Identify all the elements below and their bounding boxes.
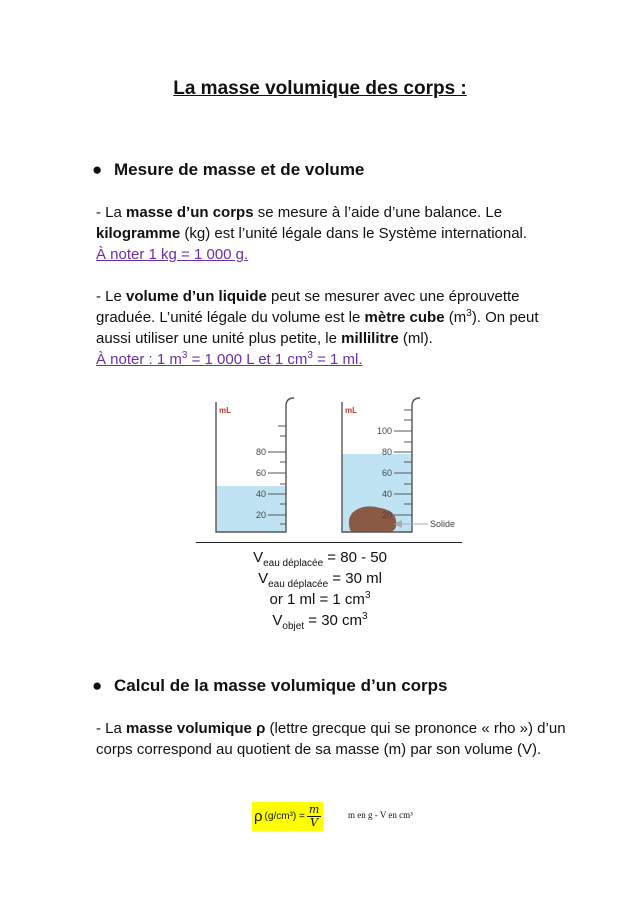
text: = 30 ml bbox=[328, 570, 382, 587]
formula-unit: (g/cm³) = bbox=[264, 810, 305, 822]
subscript: eau déplacée bbox=[268, 579, 329, 590]
bold-term: mètre cube bbox=[364, 309, 445, 326]
tick-label: 60 bbox=[381, 468, 392, 478]
formula-units-note: m en g - V en cm³ bbox=[348, 810, 413, 820]
bold-term: masse volumique ρ bbox=[126, 720, 266, 737]
text: - La bbox=[96, 204, 127, 221]
section1-heading-text: Mesure de masse et de volume bbox=[114, 160, 365, 179]
text: ). On peut aussi utiliser une unité plus petite, le bbox=[96, 309, 539, 347]
note-volume bbox=[96, 351, 363, 368]
superscript: 3 bbox=[364, 590, 371, 601]
bold-term: millilitre bbox=[341, 330, 399, 347]
cylinder-unit-label: mL bbox=[219, 406, 231, 415]
fraction-denominator: V bbox=[310, 815, 319, 829]
superscript: 3 bbox=[362, 611, 368, 622]
formula-highlight bbox=[252, 802, 323, 831]
text: or 1 ml = 1 cm bbox=[269, 591, 365, 608]
note-mass: À noter 1 kg = 1 000 g. bbox=[96, 246, 249, 263]
text: = 1 ml. bbox=[312, 351, 363, 368]
tick-label: 100 bbox=[376, 426, 392, 436]
text: V bbox=[272, 612, 283, 629]
section2-heading bbox=[92, 676, 447, 696]
text: peut se mesurer avec une éprouvette graduée. L’unité légale du volume est le bbox=[96, 288, 520, 326]
subscript: eau déplacée bbox=[263, 558, 324, 569]
table-surface-line bbox=[196, 542, 462, 543]
tick-label: 40 bbox=[381, 489, 392, 499]
calc-line-3 bbox=[200, 589, 440, 610]
section2-heading-text: Calcul de la masse volumique d’un corps bbox=[114, 676, 448, 695]
tick-label: 60 bbox=[255, 468, 266, 478]
tick-label: 20 bbox=[255, 510, 266, 520]
text: = 80 - 50 bbox=[323, 549, 387, 566]
cylinder-before bbox=[216, 398, 294, 532]
calc-line-1 bbox=[200, 547, 440, 568]
graduated-cylinders-figure bbox=[190, 392, 470, 548]
bold-term: volume d’un liquide bbox=[126, 288, 267, 305]
text: = 1 000 L et 1 cm bbox=[187, 351, 308, 368]
tick-label: 20 bbox=[381, 510, 392, 520]
density-formula bbox=[252, 800, 323, 832]
superscript: 3 bbox=[181, 350, 188, 361]
fraction-numerator: m bbox=[308, 802, 320, 816]
paragraph-mass bbox=[96, 202, 576, 265]
fraction bbox=[307, 804, 321, 829]
page-title: La masse volumique des corps : bbox=[173, 78, 467, 99]
solid-label: Solide bbox=[430, 519, 456, 529]
cylinder-after bbox=[342, 398, 455, 532]
calc-line-2 bbox=[200, 568, 440, 589]
bullet-icon: ● bbox=[92, 160, 103, 179]
text: (m bbox=[444, 309, 467, 326]
bold-term: kilogramme bbox=[96, 225, 181, 242]
text: (ml). bbox=[398, 330, 433, 347]
paragraph-density bbox=[96, 718, 576, 760]
superscript: 3 bbox=[466, 308, 472, 319]
text: - Le bbox=[96, 288, 127, 305]
bold-term: masse d’un corps bbox=[126, 204, 254, 221]
paragraph-volume bbox=[96, 286, 576, 370]
calc-line-4 bbox=[200, 610, 440, 631]
section1-heading bbox=[92, 160, 364, 180]
text: V bbox=[253, 549, 264, 566]
text: V bbox=[258, 570, 269, 587]
text: À noter : 1 m bbox=[96, 351, 182, 368]
text: se mesure à l’aide d’une balance. Le bbox=[253, 204, 503, 221]
bullet-icon: ● bbox=[92, 676, 103, 695]
text: = 30 cm bbox=[304, 612, 363, 629]
subscript: objet bbox=[282, 621, 305, 632]
tick-label: 80 bbox=[255, 447, 266, 457]
text: (lettre grecque qui se prononce « rho ») d’un corps correspond au quotient de sa masse (m) par son volume (V). bbox=[96, 720, 566, 758]
rho-symbol: ρ bbox=[254, 807, 263, 825]
text: - La bbox=[96, 720, 127, 737]
tick-label: 40 bbox=[255, 489, 266, 499]
tick-label: 80 bbox=[381, 447, 392, 457]
text: (kg) est l’unité légale dans le Système international. bbox=[180, 225, 528, 242]
superscript: 3 bbox=[307, 350, 313, 361]
water-level-before bbox=[216, 486, 286, 532]
cylinder-unit-label: mL bbox=[345, 406, 357, 415]
